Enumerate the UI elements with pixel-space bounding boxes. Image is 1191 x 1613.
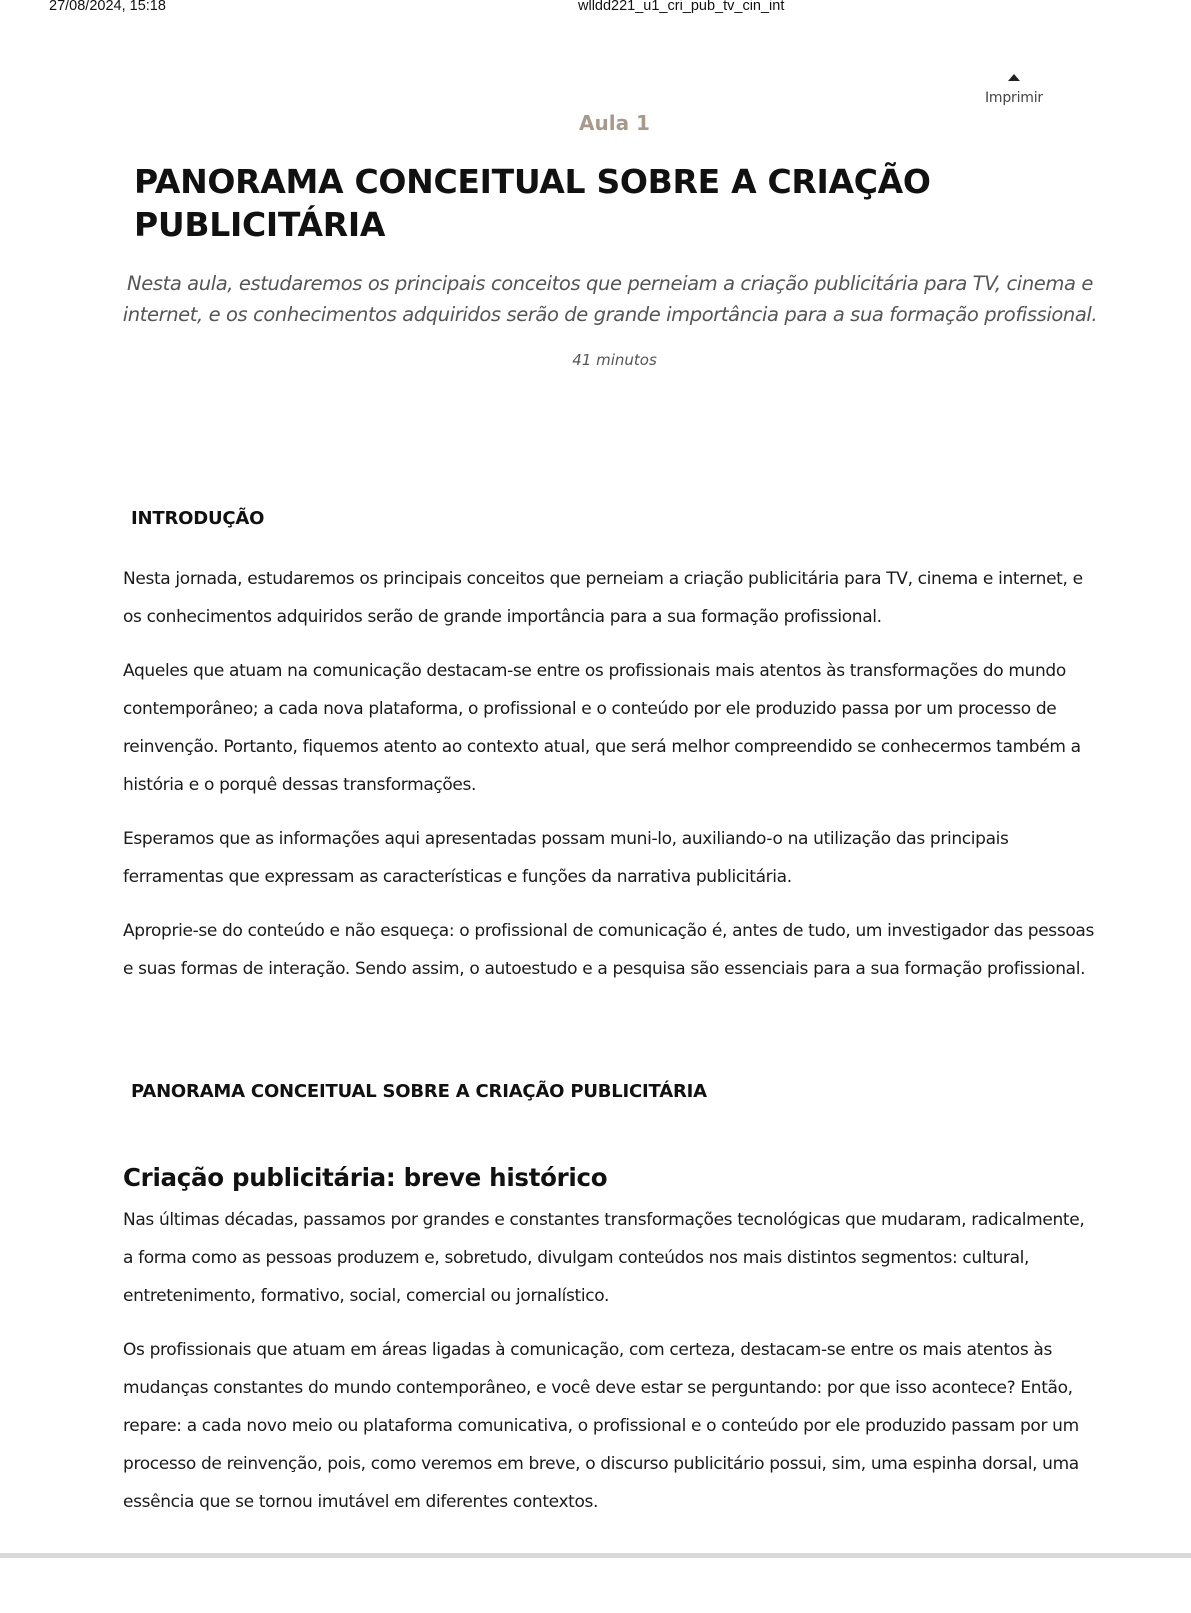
print-header [0, 0, 1191, 20]
print-document-title: wlldd221_u1_cri_pub_tv_cin_int [578, 0, 785, 14]
panorama-body [123, 1201, 1098, 1537]
introduction-paragraph: Esperamos que as informações aqui apresentadas possam muni-lo, auxiliando-o na utilização das principais ferramentas que expressam as características e funções da narrativa publicitária. [123, 829, 1009, 887]
introduction-heading: INTRODUÇÃO [131, 508, 265, 529]
introduction-paragraph: Aqueles que atuam na comunicação destacam-se entre os profissionais mais atentos às transformações do mundo contemporâneo; a cada nova plataforma, o profissional e o conteúdo por ele produzido passa por um processo de reinvenção. Portanto, fiquemos atento ao contexto atual, que será melhor compreendido se conhecermos também a história e o porquê dessas transformações. [123, 661, 1081, 795]
print-button-label: Imprimir [985, 90, 1043, 106]
panorama-paragraph: Nas últimas décadas, passamos por grandes e constantes transformações tecnológicas que mudaram, radicalmente, a forma como as pessoas produzem e, sobretudo, divulgam conteúdos nos mais distintos segmentos: cultural, entretenimento, formativo, social, comercial ou jornalístico. [123, 1210, 1085, 1306]
lesson-label: Aula 1 [579, 111, 650, 135]
print-button[interactable] [984, 74, 1044, 106]
panorama-paragraph: Os profissionais que atuam em áreas ligadas à comunicação, com certeza, destacam-se entre os mais atentos às mudanças constantes do mundo contemporâneo, e você deve estar se perguntando: por que isso acontece? Então, repare: a cada novo meio ou plataforma comunicativa, o profissional e o conteúdo por ele produzido passam por um processo de reinvenção, pois, como veremos em breve, o discurso publicitário possui, sim, uma espinha dorsal, uma essência que se tornou imutável em diferentes contextos. [123, 1340, 1079, 1512]
triangle-up-icon [1008, 74, 1020, 81]
page-bottom-divider [0, 1553, 1191, 1558]
panorama-subheading: Criação publicitária: breve histórico [123, 1163, 608, 1192]
introduction-body [123, 560, 1098, 1004]
print-date: 27/08/2024, 15:18 [49, 0, 166, 14]
introduction-paragraph: Aproprie-se do conteúdo e não esqueça: o profissional de comunicação é, antes de tudo, um investigador das pessoas e suas formas de interação. Sendo assim, o autoestudo e a pesquisa são essenciais para a sua formação profissional. [123, 921, 1094, 979]
page-title: PANORAMA CONCEITUAL SOBRE A CRIAÇÃO PUBLICITÁRIA [134, 162, 931, 244]
introduction-paragraph: Nesta jornada, estudaremos os principais conceitos que perneiam a criação publicitária para TV, cinema e internet, e os conhecimentos adquiridos serão de grande importância para a sua formação profissional. [123, 569, 1083, 627]
lesson-duration: 41 minutos [572, 351, 657, 369]
panorama-heading: PANORAMA CONCEITUAL SOBRE A CRIAÇÃO PUBLICITÁRIA [131, 1081, 707, 1102]
lesson-subtitle: Nesta aula, estudaremos os principais conceitos que perneiam a criação publicitária para TV, cinema e internet, e os conhecimentos adquiridos serão de grande importância para a sua formação profissional. [122, 272, 1098, 326]
